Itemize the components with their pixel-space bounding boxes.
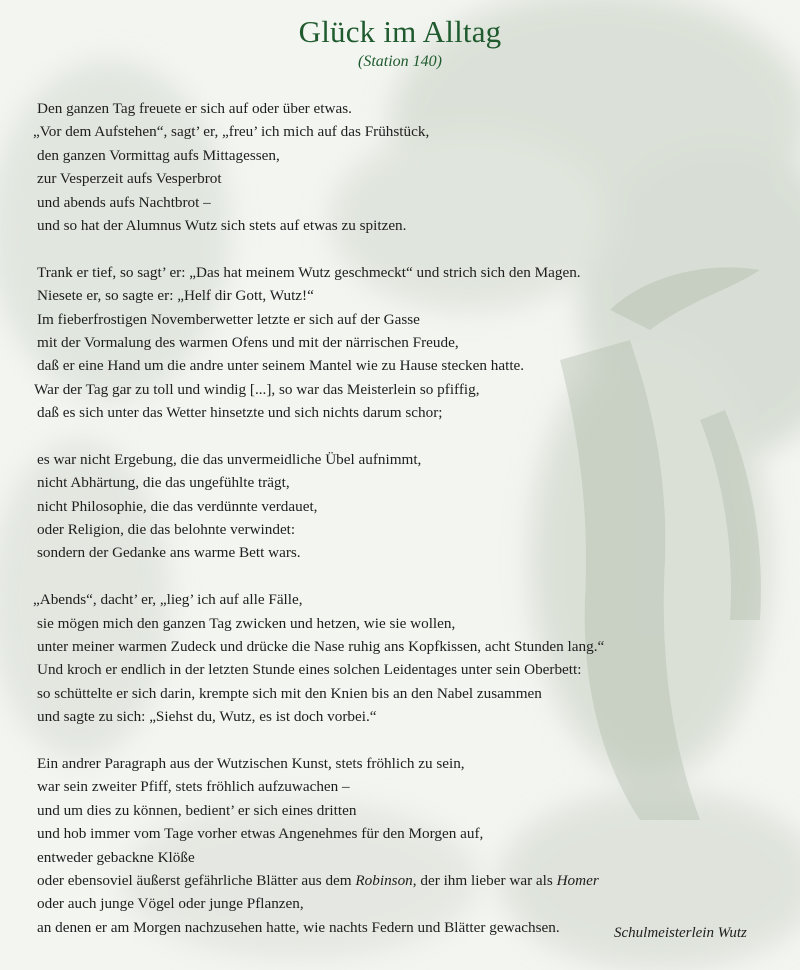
poem-line: Den ganzen Tag freuete er sich auf oder über etwas. [37,100,352,117]
poem-line-text: , der ihm lieber war als [412,871,557,889]
poem-line: Und kroch er endlich in der letzten Stunde eines solchen Leidentages unter sein Oberbett: [37,661,582,679]
poem-line: oder auch junge Vögel oder junge Pflanzen, [37,895,304,913]
author-signature: Schulmeisterlein Wutz [614,925,747,941]
poem-line: den ganzen Vormittag aufs Mittagessen, [37,146,280,164]
homer-name: Homer [556,871,599,889]
poem-line: entweder gebackne Klöße [37,848,195,866]
poem-line: und um dies zu können, bedient’ er sich eines dritten [37,801,357,819]
poem-line: und sagte zu sich: „Siehst du, Wutz, es ist doch vorbei.“ [37,708,377,726]
poem-line: sie mögen mich den ganzen Tag zwicken und hetzen, wie sie wollen, [37,614,456,632]
poem-line: daß es sich unter das Wetter hinsetzte und sich nichts darum schor; [37,404,443,422]
poem-line: oder Religion, die das belohnte verwindet: [37,521,296,539]
poem-line: sondern der Gedanke ans warme Bett wars. [37,544,301,562]
poem-line: unter meiner warmen Zudeck und drücke die Nase ruhig ans Kopfkissen, acht Stunden lang.“ [37,637,605,655]
poem-line: war sein zweiter Pfiff, stets fröhlich aufzuwachen – [37,778,350,796]
poem-line: zur Vesperzeit aufs Vesperbrot [37,170,222,188]
poem-line: Ein andrer Paragraph aus der Wutzischen Kunst, stets fröhlich zu sein, [37,754,465,772]
poem-line: daß er eine Hand um die andre unter seinem Mantel wie zu Hause stecken hatte. [37,357,525,375]
poem-line: und hob immer vom Tage vorher etwas Angenehmes für den Morgen auf, [37,825,484,843]
robinson-title: Robinson [355,871,413,889]
poem-line: „Abends“, dacht’ er, „lieg’ ich auf alle Fälle, [33,591,303,609]
stanza-gap [33,565,783,588]
poem-line: es war nicht Ergebung, die das unvermeidliche Übel aufnimmt, [37,450,422,468]
poem-line-text: oder ebensoviel äußerst gefährliche Blätter aus dem [37,871,356,889]
poem-line: „Vor dem Aufstehen“, sagt’ er, „freu’ ich mich auf das Frühstück, [33,123,430,141]
poem-line: War der Tag gar zu toll und windig [...], so war das Meisterlein so pfiffig, [34,380,480,398]
poem-line: Niesete er, so sagte er: „Helf dir Gott, Wutz!“ [37,287,314,305]
poem-line: mit der Vormalung des warmen Ofens und mit der närrischen Freude, [37,333,459,351]
poem-line: nicht Abhärtung, die das ungefühlte trägt, [37,474,290,492]
page-title: Glück im Alltag [298,14,502,49]
poem-text [33,97,783,939]
poem-line [33,869,783,892]
poem-line: so schüttelte er sich darin, krempte sich mit den Knien bis an den Nabel zusammen [37,684,542,702]
poem-line: Trank er tief, so sagt’ er: „Das hat meinem Wutz geschmeckt“ und strich sich den Magen. [37,263,581,281]
poem-line: und abends aufs Nachtbrot – [37,193,211,211]
poem-line: nicht Philosophie, die das verdünnte verdauet, [37,497,318,515]
stanza-gap [33,237,783,260]
poem-line: an denen er am Morgen nachzusehen hatte, wie nachts Federn und Blätter gewachsen. [37,918,560,936]
poem-line: und so hat der Alumnus Wutz sich stets auf etwas zu spitzen. [37,216,407,234]
station-subtitle: (Station 140) [358,53,442,70]
stanza-gap [33,729,783,752]
poem-line: Im fieberfrostigen Novemberwetter letzte er sich auf der Gasse [37,310,420,328]
stanza-gap [33,424,783,447]
